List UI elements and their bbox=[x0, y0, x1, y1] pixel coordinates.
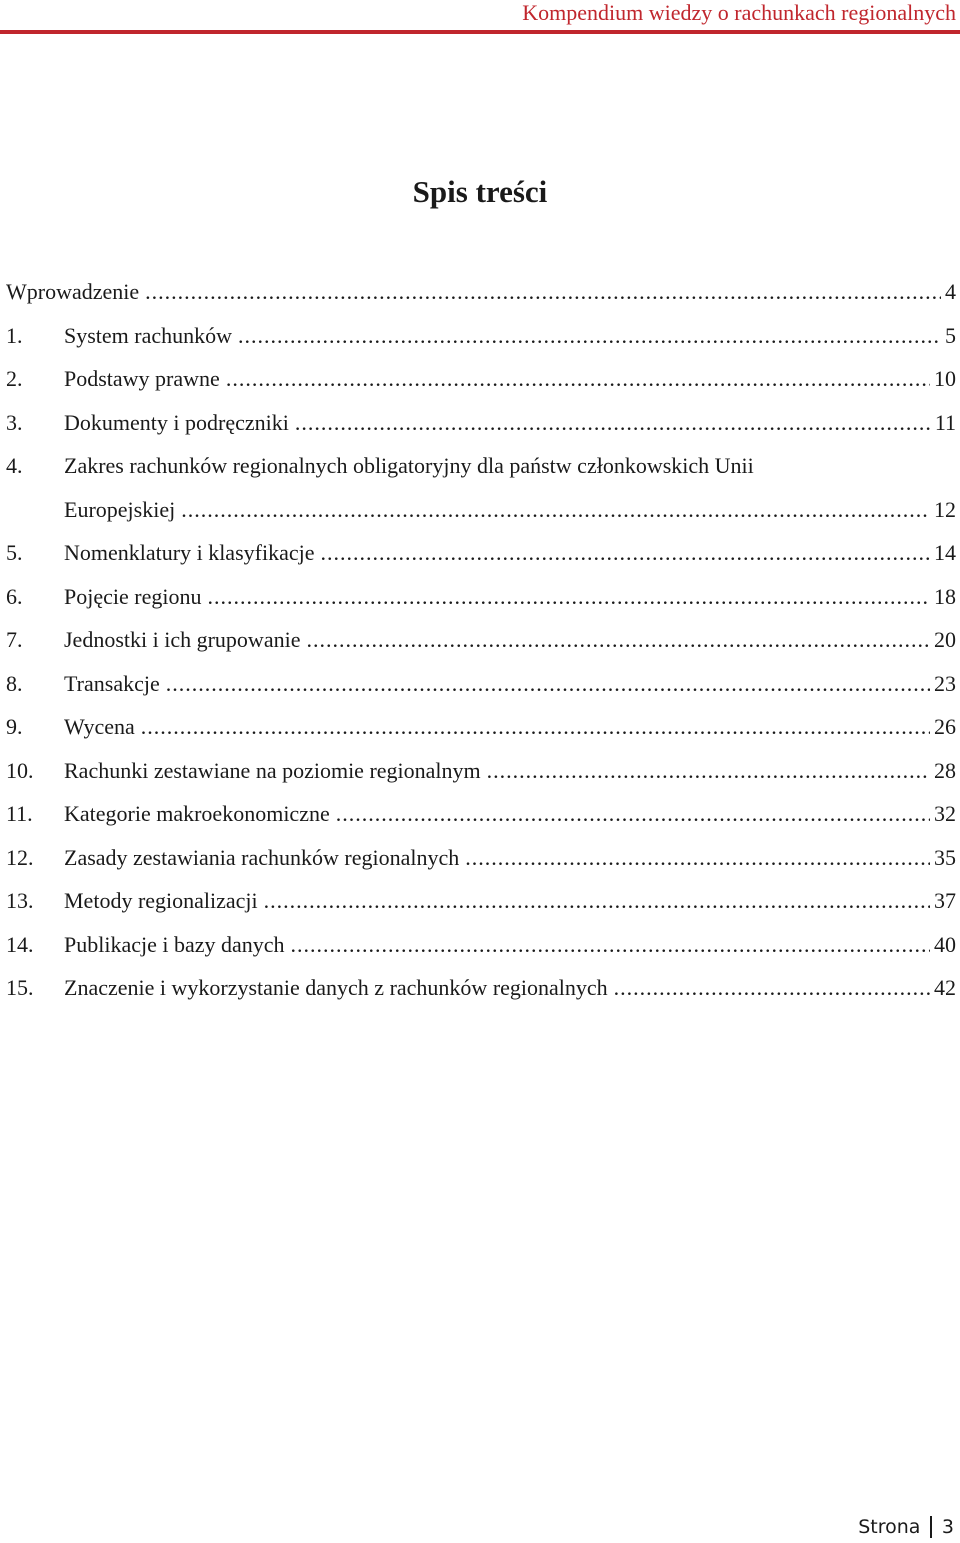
toc-entry-title-line1: Zakres rachunków regionalnych obligatoryjny dla państw członkowskich Unii bbox=[64, 453, 754, 478]
toc-entry-8[interactable] bbox=[6, 662, 956, 706]
dot-leader bbox=[264, 879, 930, 923]
toc-page-number: 12 bbox=[934, 496, 956, 522]
dot-leader bbox=[291, 923, 930, 967]
toc-entry-15[interactable] bbox=[6, 966, 956, 1010]
dot-leader bbox=[141, 705, 930, 749]
toc-page-number: 26 bbox=[934, 714, 956, 739]
toc-page-number: 14 bbox=[934, 540, 956, 565]
dot-leader bbox=[207, 575, 930, 619]
toc-entry-10[interactable] bbox=[6, 749, 956, 793]
toc-entry-13[interactable] bbox=[6, 879, 956, 923]
toc-entry-title-line2: Europejskiej bbox=[64, 496, 176, 522]
toc-entry-title: Zasady zestawiania rachunków regionalnych bbox=[64, 844, 460, 870]
toc-entry-number: 14. bbox=[6, 931, 34, 957]
toc-entry-6[interactable] bbox=[6, 575, 956, 619]
toc-entry-3[interactable] bbox=[6, 401, 956, 445]
toc-entry-1[interactable] bbox=[6, 314, 956, 358]
toc-page-number: 28 bbox=[934, 757, 956, 783]
dot-leader bbox=[226, 357, 930, 401]
footer-page-number: 3 bbox=[941, 1516, 954, 1538]
page-footer bbox=[858, 1513, 954, 1541]
toc-entry-title: Nomenklatury i klasyfikacje bbox=[64, 540, 315, 565]
toc-page-number: 4 bbox=[945, 279, 956, 304]
toc-entry-title: Jednostki i ich grupowanie bbox=[64, 627, 301, 652]
toc-entry-title: Metody regionalizacji bbox=[64, 888, 258, 913]
toc-entry-number: 13. bbox=[6, 888, 34, 913]
toc-entry-title: System rachunków bbox=[64, 322, 233, 348]
dot-leader bbox=[614, 966, 930, 1010]
dot-leader bbox=[238, 314, 941, 358]
header-rule bbox=[0, 30, 960, 34]
toc-entry-number: 11. bbox=[6, 801, 33, 826]
toc-page-number: 37 bbox=[934, 888, 956, 913]
toc-entry-number: 10. bbox=[6, 757, 34, 783]
dot-leader bbox=[336, 792, 930, 836]
toc-entry-number: 2. bbox=[6, 366, 23, 391]
toc-entry-title: Kategorie makroekonomiczne bbox=[64, 801, 330, 826]
toc-entry-title: Podstawy prawne bbox=[64, 366, 220, 391]
toc-entry-title: Wprowadzenie bbox=[6, 279, 140, 304]
dot-leader bbox=[465, 836, 930, 880]
dot-leader bbox=[181, 488, 930, 532]
footer-separator bbox=[930, 1516, 932, 1538]
running-header bbox=[0, 0, 960, 36]
toc-entry-14[interactable] bbox=[6, 923, 956, 967]
dot-leader bbox=[295, 401, 931, 445]
toc-entry-4[interactable] bbox=[6, 444, 956, 531]
toc-entry-title: Wycena bbox=[64, 714, 135, 739]
toc-entry-11[interactable] bbox=[6, 792, 956, 836]
toc-entry-number: 8. bbox=[6, 670, 23, 696]
toc-page-number: 40 bbox=[934, 931, 956, 957]
toc-entry-number: 5. bbox=[6, 540, 23, 565]
toc-page-number: 5 bbox=[945, 322, 956, 348]
toc-page-number: 20 bbox=[934, 627, 956, 652]
toc-entry-7[interactable] bbox=[6, 618, 956, 662]
toc-page-number: 42 bbox=[934, 975, 956, 1000]
page-title: Spis treści bbox=[412, 174, 548, 209]
toc-entry-number: 3. bbox=[6, 409, 23, 435]
dot-leader bbox=[145, 270, 941, 314]
footer-label: Strona bbox=[858, 1516, 921, 1538]
running-header-title: Kompendium wiedzy o rachunkach regionalnych bbox=[522, 0, 956, 25]
toc-page-number: 18 bbox=[934, 583, 956, 609]
toc-entry-number: 9. bbox=[6, 714, 23, 739]
toc-entry-number: 12. bbox=[6, 844, 34, 870]
toc-entry-5[interactable] bbox=[6, 531, 956, 575]
dot-leader bbox=[166, 662, 930, 706]
toc-entry-12[interactable] bbox=[6, 836, 956, 880]
toc-entry-number: 15. bbox=[6, 975, 34, 1000]
toc-entry-number: 4. bbox=[6, 453, 23, 478]
toc-entry-number: 6. bbox=[6, 583, 23, 609]
toc-entry-number: 1. bbox=[6, 322, 23, 348]
toc-entry-title: Znaczenie i wykorzystanie danych z rachunków regionalnych bbox=[64, 975, 608, 1000]
dot-leader bbox=[306, 618, 930, 662]
toc-entry-title: Pojęcie regionu bbox=[64, 583, 202, 609]
toc-page-number: 10 bbox=[934, 366, 956, 391]
toc-entry-title: Transakcje bbox=[64, 670, 160, 696]
toc-entry-9[interactable] bbox=[6, 705, 956, 749]
toc-entry-title: Dokumenty i podręczniki bbox=[64, 409, 289, 435]
toc-page-number: 11 bbox=[934, 409, 956, 435]
toc-page-number: 23 bbox=[934, 670, 956, 696]
dot-leader bbox=[320, 531, 930, 575]
dot-leader bbox=[487, 749, 930, 793]
toc-entry-introduction[interactable] bbox=[6, 270, 956, 314]
toc-page-number: 32 bbox=[934, 801, 956, 826]
table-of-contents bbox=[6, 270, 956, 1010]
toc-page-number: 35 bbox=[934, 844, 956, 870]
toc-entry-title: Publikacje i bazy danych bbox=[64, 931, 285, 957]
toc-entry-title: Rachunki zestawiane na poziomie regionalnym bbox=[64, 757, 481, 783]
toc-entry-number: 7. bbox=[6, 627, 23, 652]
toc-entry-2[interactable] bbox=[6, 357, 956, 401]
